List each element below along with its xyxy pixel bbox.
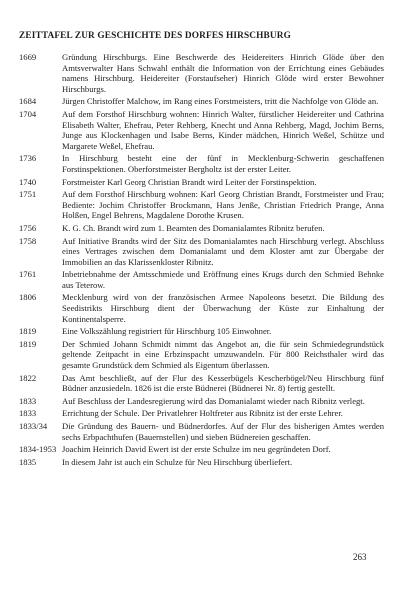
entry-text: Forstmeister Karl Georg Christian Brandt wird Leiter der Forstinspektion.	[62, 176, 317, 187]
entry-year: 1819	[19, 338, 37, 349]
timeline-entry	[19, 408, 384, 419]
entry-year: 1833	[19, 395, 37, 406]
timeline-entry	[19, 236, 384, 268]
entry-text: Joachim Heinrich David Ewert ist der erste Schulze im neu gegründeten Dorf.	[62, 444, 331, 455]
entry-year: 1684	[19, 96, 37, 107]
timeline-list	[19, 52, 384, 469]
entry-text: Errichtung der Schule. Der Privatlehrer Holtfreter aus Ribnitz ist der erste Lehrer.	[62, 408, 343, 419]
entry-text: Der Schmied Johann Schmidt nimmt das Angebot an, die für sein Schmiedegrundstück geltende Zeitpacht in eine Erbzinspacht umzuwandeln. Für 800 Reichsthaler wird das gesamte Grundstück dem Schmied als Eigentum überlassen.	[62, 338, 384, 371]
entry-year: 1835	[19, 456, 37, 467]
entry-text: Auf Initiative Brandts wird der Sitz des Domanialamtes nach Hirschburg verlegt. Abschluss eines Vertrages zwischen dem Domanialamt und dem Kloster amt zur Übergabe der Immobilien an das Klarissenkloster Ribnitz.	[62, 235, 384, 267]
entry-text: Auf dem Forsthof Hirschburg wohnen: Karl Georg Christian Brandt, Forstmeister und Frau; Bediente: Jochim Christoffer Brockmann, Hans Jenße, Christian Friedrich Prange, Anna Holßen, Engel Behrens, Magdalene Dorothe Krusen.	[62, 189, 384, 221]
entry-text: Inbetriebnahme der Amtsschmiede und Eröffnung eines Krugs durch den Schmied Behnke aus Teterow.	[62, 269, 384, 290]
page-title: ZEITTAFEL ZUR GESCHICHTE DES DORFES HIRSCHBURG	[19, 31, 292, 41]
entry-year: 1704	[19, 108, 37, 119]
entry-year: 1736	[19, 153, 37, 164]
entry-text: Auf dem Forsthof Hirschburg wohnen: Hinrich Walter, fürstlicher Heidereiter und Cathrina Elisabeth Walter, Ehefrau, Peter Rehberg, Knecht und Anna Rehberg, Magd, Jochim Berns, Junge aus Klockenhagen und Isabe Berns, Kinder mädchen, Hinrich Weßel, Schütze und Margarete Weßel, Ehefrau.	[62, 108, 384, 151]
entry-text: Das Amt beschließt, auf der Flur des Kesserbügels Kescherbögel/Neu Hirschburg fünf Büdner anzusiedeln. 1826 ist die erste Büdnerei (Büdnerei Nr. 8) fertig gestellt.	[62, 372, 384, 394]
entry-year: 1740	[19, 176, 37, 187]
timeline-entry	[19, 223, 384, 234]
timeline-entry	[19, 96, 384, 107]
entry-year: 1833	[19, 408, 37, 419]
entry-year: 1756	[19, 222, 37, 233]
page-number: 263	[353, 552, 367, 562]
timeline-entry	[19, 373, 384, 394]
timeline-entry	[19, 292, 384, 324]
entry-text: In Hirschburg besteht eine der fünf in Mecklenburg-Schwerin geschaffenen Forstinspektionen. Oberforstmeister Bergholtz ist der erster Leiter.	[62, 153, 384, 174]
timeline-entry	[19, 52, 384, 94]
entry-text: K. G. Ch. Brandt wird zum 1. Beamten des Domanialamtes Ribnitz berufen.	[62, 222, 325, 233]
entry-text: Auf Beschluss der Landesregierung wird das Domanialamt wieder nach Ribnitz verlegt.	[62, 395, 365, 406]
timeline-entry	[19, 189, 384, 221]
timeline-entry	[19, 421, 384, 442]
timeline-entry	[19, 177, 384, 188]
entry-year: 1822	[19, 372, 37, 383]
entry-year: 1758	[19, 235, 37, 246]
timeline-entry	[19, 326, 384, 337]
entry-year: 1669	[19, 52, 37, 62]
entry-text: Jürgen Christoffer Malchow, im Rang eines Forstmeisters, tritt die Nachfolge von Glöde an.	[62, 96, 379, 107]
timeline-entry	[19, 444, 384, 455]
entry-text: Gründung Hirschburgs. Eine Beschwerde des Heidereiters Hinrich Glöde über den Amtsverwalter Hans Schwahl enthält die Information von der Errichtung eines Gebäudes namens Hirschburg. Heidereiter (Forstaufseher) Hinrich Glöde wird erster Bewohner Hirschburgs.	[62, 52, 384, 94]
entry-year: 1833/34	[19, 421, 48, 431]
entry-year: 1819	[19, 326, 37, 337]
timeline-entry	[19, 109, 384, 151]
entry-year: 1834-1953	[19, 444, 57, 455]
entry-text: Mecklenburg wird von der französischen Armee Napoleons besetzt. Die Bildung des Seedistrikts Hirschburg dient der Überwachung der Küste zur Einhaltung der Kontinentalsperre.	[62, 292, 384, 324]
timeline-entry	[19, 269, 384, 290]
entry-year: 1751	[19, 189, 37, 200]
entry-text: Eine Volkszählung registriert für Hirschburg 105 Einwohner.	[62, 326, 272, 337]
entry-text: Die Gründung des Bauern- und Büdnerdorfes. Auf der Flur des bisherigen Amtes werden sechs Erbpachthufen (Bauernstellen) und sieben Büdnereien geschaffen.	[62, 421, 384, 442]
timeline-entry	[19, 153, 384, 174]
entry-year: 1761	[19, 269, 37, 280]
timeline-entry	[19, 457, 384, 468]
timeline-entry	[19, 396, 384, 407]
timeline-entry	[19, 339, 384, 371]
entry-text: In diesem Jahr ist auch ein Schulze für Neu Hirschburg überliefert.	[62, 456, 293, 467]
entry-year: 1806	[19, 292, 37, 303]
